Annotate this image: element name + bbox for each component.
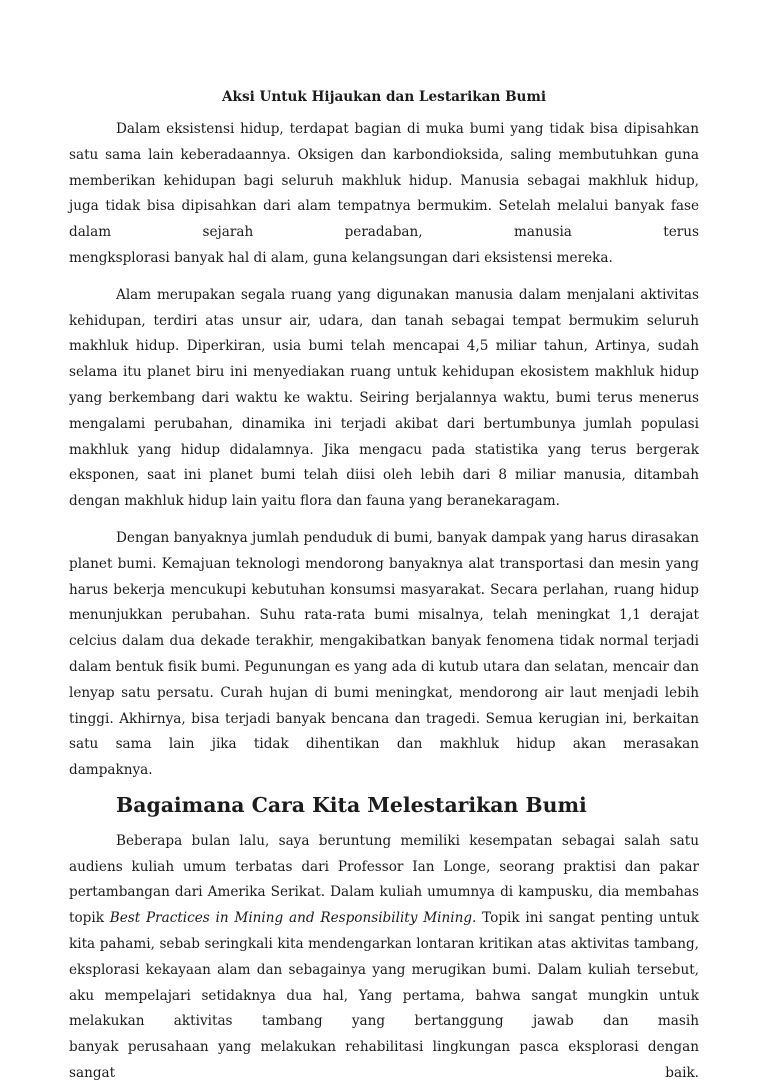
document-title: Aksi Untuk Hijaukan dan Lestarikan Bumi — [222, 89, 546, 105]
paragraph-4 — [69, 829, 699, 1087]
paragraph-3-body: Dengan banyaknya jumlah penduduk di bumi, banyak dampak yang harus dirasakan planet bumi. Kemajuan teknologi mendorong banyaknya alat transportasi dan mesin yang harus bekerja mencukupi kebutuhan konsumsi masyarakat. Secara perlahan, ruang hidup menunjukkan perubahan. Suhu rata-rata bumi misalnya, telah meningkat 1,1 derajat celcius dalam dua dekade terakhir, mengakibatkan banyak fenomena tidak normal terjadi dalam bentuk fisik bumi. Pegunungan es yang ada di kutub utara dan selatan, mencair dan lenyap satu persatu. Curah hujan di bumi meningkat, mendorong air laut menjadi lebih tinggi. Akhirnya, bisa terjadi banyak bencana dan tragedi. Semua kerugian ini, berkaitan satu sama lain jika tidak dihentikan dan makhluk hidup akan merasakan — [69, 529, 699, 753]
section-subheading: Bagaimana Cara Kita Melestarikan Bumi — [116, 792, 587, 817]
document-content — [69, 85, 699, 1087]
paragraph-4-italic-topic: Best Practices in Mining and Responsibility Mining. — [109, 910, 477, 927]
paragraph-4-body: Topik ini sangat penting untuk kita pahami, sebab seringkali kita mendengarkan lontaran kritikan atas aktivitas tambang, eksplorasi kekayaan alam dan sebagainya yang merugikan bumi. Dalam kuliah tersebut, aku mempelajari setidaknya dua hal, Yang pertama, bahwa sangat mungkin untuk melakukan aktivitas tambang yang bertanggung jawab dan masih — [69, 910, 700, 1030]
paragraph-1-body: Dalam eksistensi hidup, terdapat bagian di muka bumi yang tidak bisa dipisahkan satu sama lain keberadaannya. Oksigen dan karbondioksida, saling membutuhkan guna memberikan kehidupan bagi seluruh makhluk hidup. Manusia sebagai makhluk hidup, juga tidak bisa dipisahkan dari alam tempatnya bermukim. Setelah melalui banyak fase dalam sejarah peradaban, manusia terus — [69, 121, 699, 241]
paragraph-2-last-line: dengan makhluk hidup lain yaitu flora dan fauna yang beranekaragam. — [69, 493, 560, 510]
paragraph-4-intro: Beberapa bulan lalu, saya beruntung memiliki kesempatan sebagai salah satu audiens kuliah umum terbatas dari Professor Ian Longe, seorang praktisi dan pakar pertambangan dari Amerika Serikat. Dalam kuliah umumnya di kampusku, dia membahas topik — [69, 832, 699, 927]
paragraph-2-body: Alam merupakan segala ruang yang digunakan manusia dalam menjalani aktivitas kehidupan, terdiri atas unsur air, udara, dan tanah sebagai tempat bermukim seluruh makhluk hidup. Diperkiran, usia bumi telah mencapai 4,5 miliar tahun, Artinya, sudah selama itu planet biru ini menyediakan ruang untuk kehidupan ekosistem makhluk hidup yang berkembang dari waktu ke waktu. Seiring berjalannya waktu, bumi terus menerus mengalami perubahan, dinamika ini terjadi akibat dari bertumbunya jumlah populasi makhluk yang hidup didalamnya. Jika mengacu pada statistika yang terus bergerak eksponen, saat ini planet bumi telah diisi oleh lebih dari 8 miliar manusia, ditambah — [69, 286, 699, 484]
paragraph-4-last-line: banyak perusahaan yang melakukan rehabilitasi lingkungan pasca eksplorasi dengan sangat baik. — [69, 1039, 699, 1081]
paragraph-1-last-line: mengksplorasi banyak hal di alam, guna kelangsungan dari eksistensi mereka. — [69, 249, 613, 266]
paragraph-3 — [69, 526, 699, 784]
paragraph-2 — [69, 283, 699, 515]
paragraph-1 — [69, 117, 699, 272]
paragraph-3-last-line: dampaknya. — [69, 762, 153, 779]
